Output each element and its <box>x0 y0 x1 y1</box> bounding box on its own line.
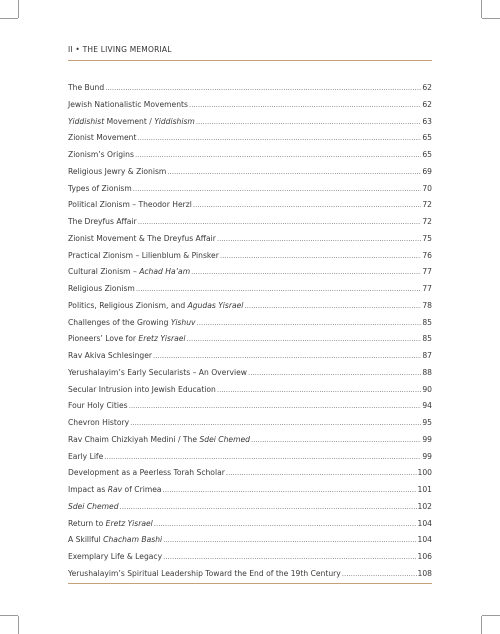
toc-entry-title <box>68 465 225 482</box>
toc-entry-title <box>68 231 216 248</box>
crop-mark <box>18 616 19 634</box>
toc-entry <box>68 532 432 549</box>
toc-entry-title <box>68 281 135 298</box>
toc-entry <box>68 516 432 533</box>
toc-entry-title <box>68 147 134 164</box>
toc-entry <box>68 398 432 415</box>
dot-leader <box>248 365 421 382</box>
toc-entry <box>68 181 432 198</box>
dot-leader <box>226 465 417 482</box>
dot-leader <box>191 264 421 281</box>
toc-entry-page-number: 102 <box>417 501 432 511</box>
dot-leader <box>163 532 416 549</box>
toc-entry <box>68 298 432 315</box>
dot-leader <box>244 298 421 315</box>
toc-entry-title <box>68 331 186 348</box>
toc-entry-page-number: 100 <box>417 468 432 478</box>
dot-leader <box>196 114 422 131</box>
toc-entry-page-number: 65 <box>422 133 432 143</box>
toc-entry-title-text: Zionism’s Origins <box>68 150 134 159</box>
toc-entry-title-text: Development as a Peerless Torah Scholar <box>68 468 225 478</box>
toc-entry-page-number: 85 <box>422 317 432 327</box>
toc-entry-title-italic: Sdei Chemed <box>199 434 250 444</box>
toc-entry-title-text: Jewish Nationalistic Movements <box>68 99 188 109</box>
toc-entry-title <box>68 532 162 549</box>
toc-entry-title-text: Types of Zionism <box>68 183 132 193</box>
toc-entry-title-text: A Skillful <box>68 535 104 545</box>
toc-entry <box>68 97 432 114</box>
toc-entry <box>68 315 432 332</box>
toc-entry-page-number: 99 <box>422 451 432 461</box>
toc-entry <box>68 197 432 214</box>
crop-mark <box>0 615 18 616</box>
toc-entry-title-text: Zionist Movement <box>68 133 137 143</box>
toc-entry-title <box>68 264 190 281</box>
toc-entry-title-text: Yerushalayim’s Spiritual Leadership Toward the End of the 19th Century <box>68 568 341 578</box>
toc-entry <box>68 331 432 348</box>
dot-leader <box>137 130 421 147</box>
toc-entry-title <box>68 315 196 332</box>
toc-entry-page-number: 62 <box>422 99 432 109</box>
toc-entry <box>68 264 432 281</box>
toc-entry-title <box>68 197 192 214</box>
toc-entry-page-number: 72 <box>422 200 432 210</box>
dot-leader <box>220 248 421 265</box>
toc-entry <box>68 482 432 499</box>
toc-entry-page-number: 99 <box>422 434 432 444</box>
dot-leader <box>153 348 421 365</box>
dot-leader <box>135 147 421 164</box>
toc-entry <box>68 348 432 365</box>
toc-entry-title-text: Chevron History <box>68 418 130 427</box>
toc-entry-title <box>68 365 247 382</box>
toc-entry-title-italic: Yishuv <box>170 317 196 327</box>
toc-entry-page-number: 78 <box>422 300 432 310</box>
toc-entry-title <box>68 449 103 466</box>
toc-entry-title-text: Cultural Zionism – <box>68 267 140 277</box>
toc-entry-title-italic: Eretz Yisrael <box>105 518 153 528</box>
dot-leader <box>189 97 421 114</box>
toc-entry <box>68 382 432 399</box>
toc-entry-page-number: 87 <box>422 351 432 360</box>
toc-entry <box>68 449 432 466</box>
toc-entry-title-italic: Eretz Yisrael <box>138 334 186 344</box>
toc-entry <box>68 248 432 265</box>
crop-mark <box>482 18 500 19</box>
toc-entry-title <box>68 549 162 566</box>
toc-entry-title-text: Practical Zionism – Lilienblum & Pinsker <box>68 250 219 260</box>
toc-entry <box>68 549 432 566</box>
toc-entry <box>68 499 432 516</box>
dot-leader <box>187 331 422 348</box>
toc-entry-title <box>68 348 152 365</box>
toc-entry-title <box>68 80 104 97</box>
toc-entry-page-number: 70 <box>422 183 432 193</box>
toc-entry-title <box>68 499 119 516</box>
toc-entry-page-number: 72 <box>422 217 432 226</box>
toc-entry-page-number: 65 <box>422 150 432 159</box>
toc-entry-title-text: Secular Intrusion into Jewish Education <box>68 384 216 394</box>
crop-mark <box>482 615 500 616</box>
crop-mark <box>0 18 18 19</box>
crop-mark <box>18 0 19 18</box>
toc-entry-title-text: Religious Zionism <box>68 284 135 293</box>
dot-leader <box>136 281 422 298</box>
dot-leader <box>105 80 421 97</box>
toc-entry-title <box>68 248 219 265</box>
toc-entry-page-number: 69 <box>422 166 432 176</box>
toc-entry-title <box>68 432 250 449</box>
dot-leader <box>163 549 416 566</box>
toc-entry-title-italic: Sdei Chemed <box>68 501 119 511</box>
dot-leader <box>104 449 421 466</box>
toc-entry-title-text: Political Zionism – Theodor Herzl <box>68 200 192 210</box>
toc-entry-page-number: 85 <box>422 334 432 344</box>
toc-entry-title-text: Four Holy Cities <box>68 401 128 411</box>
toc-entry-page-number: 76 <box>422 250 432 260</box>
toc-entry-page-number: 101 <box>417 485 432 494</box>
toc-entry-title <box>68 214 137 231</box>
toc-entry <box>68 130 432 147</box>
footer-rule <box>68 583 432 584</box>
toc-entry-title-text: The Bund <box>68 83 105 92</box>
dot-leader <box>138 214 422 231</box>
toc-entry-title <box>68 114 195 131</box>
toc-entry-title-italic: Achad Ha’am <box>139 267 191 277</box>
toc-entry-title-text: Religious Jewry & Zionism <box>68 166 167 176</box>
toc-entry-title <box>68 181 132 198</box>
table-of-contents <box>68 80 432 583</box>
toc-entry-title-italic: Rav <box>107 485 123 494</box>
running-header: II • THE LIVING MEMORIAL <box>68 45 172 54</box>
toc-entry <box>68 214 432 231</box>
toc-entry <box>68 432 432 449</box>
toc-entry <box>68 114 432 131</box>
toc-entry-page-number: 90 <box>422 384 432 394</box>
toc-entry-page-number: 75 <box>422 233 432 243</box>
toc-entry-page-number: 94 <box>422 401 432 411</box>
toc-entry-title-text: Pioneers’ Love for <box>68 334 139 344</box>
dot-leader <box>197 315 422 332</box>
toc-entry-title-italic: Yiddishist <box>68 116 105 126</box>
toc-entry-title-text: Yerushalayim’s Early Secularists – An Overview <box>68 367 247 377</box>
toc-entry-title-italic: Agudas Yisrael <box>187 300 244 310</box>
toc-entry-page-number: 104 <box>417 518 432 528</box>
toc-entry <box>68 80 432 97</box>
toc-entry-title <box>68 130 136 147</box>
toc-entry <box>68 365 432 382</box>
toc-entry-title-text: Politics, Religious Zionism, and <box>68 300 188 310</box>
toc-entry-page-number: 106 <box>417 552 432 561</box>
toc-entry-title-text: The Dreyfus Affair <box>68 217 137 226</box>
dot-leader <box>167 164 421 181</box>
toc-entry-title-text: Impact as <box>68 485 108 494</box>
dot-leader <box>217 382 421 399</box>
toc-entry-page-number: 108 <box>417 568 432 578</box>
header-rule <box>68 60 432 61</box>
toc-entry <box>68 465 432 482</box>
toc-entry-title-text: Early Life <box>68 451 104 461</box>
toc-entry-title-text: Rav Chaim Chizkiyah Medini / The <box>68 434 200 444</box>
toc-entry-page-number: 63 <box>422 116 432 126</box>
toc-entry-title-italic: Yiddishism <box>154 116 195 126</box>
toc-entry-page-number: 62 <box>422 83 432 92</box>
toc-entry-page-number: 104 <box>417 535 432 545</box>
toc-entry-title <box>68 415 129 432</box>
toc-entry <box>68 164 432 181</box>
toc-entry <box>68 147 432 164</box>
toc-entry-title-text: of Crimea <box>122 485 162 494</box>
toc-entry-title <box>68 566 341 583</box>
toc-entry-page-number: 77 <box>422 284 432 293</box>
toc-entry <box>68 415 432 432</box>
dot-leader <box>129 398 422 415</box>
toc-entry-title-text: Challenges of the Growing <box>68 317 171 327</box>
toc-entry <box>68 566 432 583</box>
toc-entry-title <box>68 298 243 315</box>
dot-leader <box>120 499 417 516</box>
toc-entry-title <box>68 398 128 415</box>
toc-entry-title <box>68 482 162 499</box>
toc-entry-title-text: Return to <box>68 518 106 528</box>
toc-entry <box>68 281 432 298</box>
toc-entry-title <box>68 382 216 399</box>
dot-leader <box>130 415 421 432</box>
toc-entry-page-number: 88 <box>422 367 432 377</box>
toc-entry-title-text: Zionist Movement & The Dreyfus Affair <box>68 233 216 243</box>
toc-entry-page-number: 95 <box>422 418 432 427</box>
crop-mark <box>481 0 482 18</box>
toc-entry-title-italic: Chacham Bashi <box>103 535 163 545</box>
toc-entry-title-text: Exemplary Life & Legacy <box>68 552 163 561</box>
dot-leader <box>154 516 417 533</box>
toc-entry <box>68 231 432 248</box>
dot-leader <box>342 566 417 583</box>
dot-leader <box>251 432 421 449</box>
dot-leader <box>133 181 422 198</box>
toc-entry-title <box>68 516 153 533</box>
toc-entry-title-text: Rav Akiva Schlesinger <box>68 351 153 360</box>
dot-leader <box>217 231 421 248</box>
toc-entry-title <box>68 97 188 114</box>
crop-mark <box>481 616 482 634</box>
toc-entry-title <box>68 164 166 181</box>
toc-entry-title-text: Movement / <box>104 116 155 126</box>
dot-leader <box>163 482 417 499</box>
toc-entry-page-number: 77 <box>422 267 432 277</box>
dot-leader <box>193 197 421 214</box>
